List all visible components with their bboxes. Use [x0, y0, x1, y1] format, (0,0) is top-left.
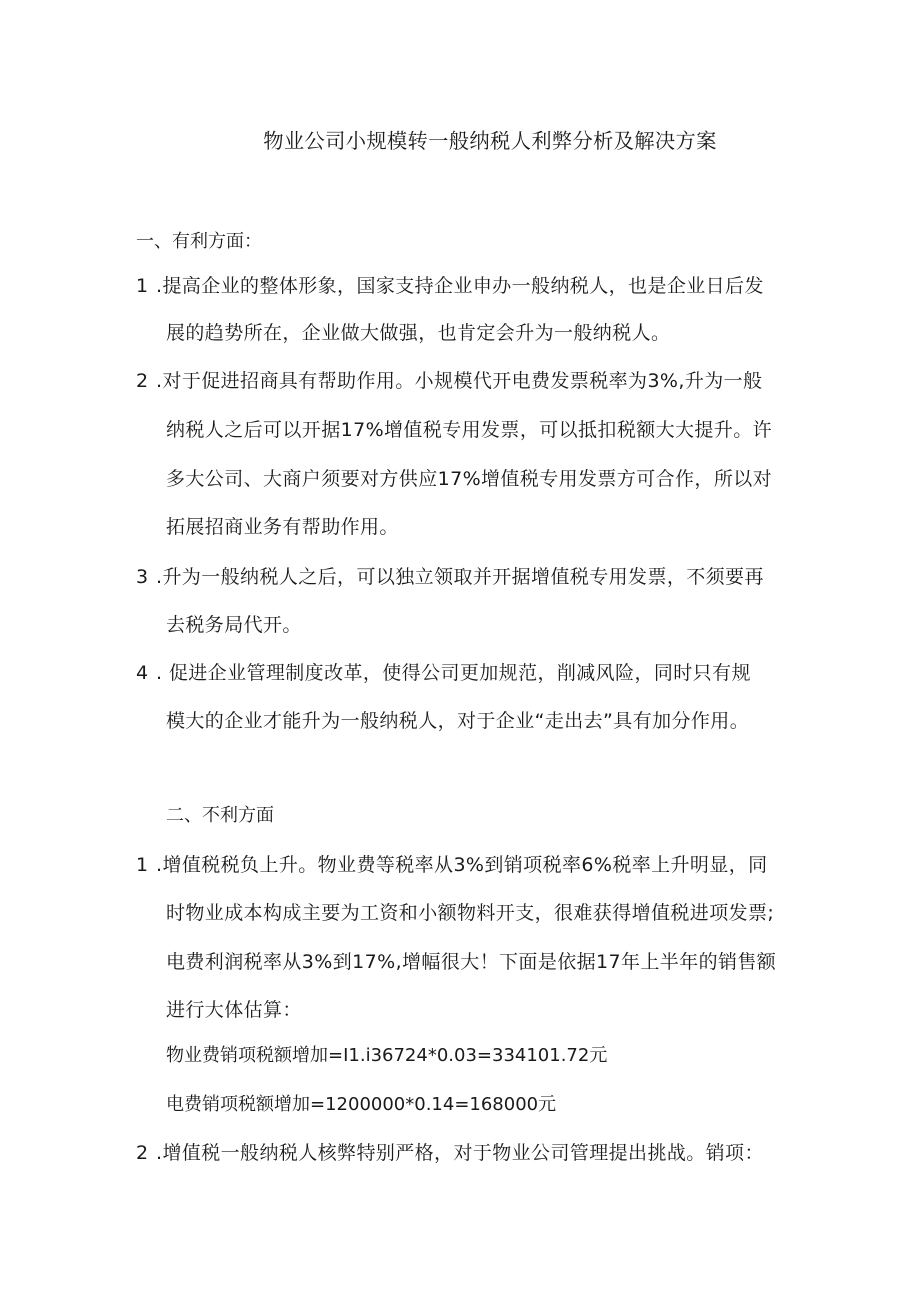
- item-text-line: 去税务局代开。: [166, 614, 302, 636]
- item-number: 2: [136, 370, 149, 392]
- item-text-line: .对于促进招商具有帮助作用。小规模代开电费发票税率为3%,升为一般: [156, 370, 763, 392]
- item-number: 1: [136, 275, 149, 297]
- section-heading-disadvantages: 二、不利方面: [166, 805, 274, 826]
- item-text-line: . 促进企业管理制度改革，使得公司更加规范，削减风险，同时只有规: [156, 662, 751, 684]
- item-text-line: 纳税人之后可以开据17%增值税专用发票，可以抵扣税额大大提升。许: [166, 419, 773, 441]
- section-heading-advantages: 一、有利方面：: [136, 231, 262, 252]
- formula-electricity-fee: 电费销项税额增加=1200000*0.14=168000元: [166, 1094, 557, 1115]
- item-number: 2: [136, 1142, 149, 1164]
- item-text-line: 多大公司、大商户须要对方供应17%增值税专用发票方可合作，所以对: [166, 468, 773, 490]
- item-text-line: 模大的企业才能升为一般纳税人，对于企业“走出去”具有加分作用。: [166, 710, 750, 732]
- item-text-line: 电费利润税率从3%到17%,增幅很大！下面是依据17年上半年的销售额: [166, 951, 777, 973]
- item-text-line: 展的趋势所在，企业做大做强，也肯定会升为一般纳税人。: [166, 322, 671, 344]
- item-number: 4: [136, 662, 149, 684]
- item-text-line: 拓展招商业务有帮助作用。: [166, 516, 399, 538]
- item-text-line: .增值税一般纳税人核弊特别严格，对于物业公司管理提出挑战。销项：: [156, 1142, 764, 1164]
- item-text-line: 进行大体估算：: [166, 999, 302, 1021]
- item-number: 1: [136, 854, 149, 876]
- formula-property-fee: 物业费销项税额增加=I1.i36724*0.03=334101.72元: [166, 1045, 608, 1066]
- item-text-line: .提高企业的整体形象，国家支持企业申办一般纳税人，也是企业日后发: [156, 275, 764, 297]
- document-title: 物业公司小规模转一般纳税人利弊分析及解决方案: [263, 129, 717, 153]
- item-number: 3: [136, 566, 149, 588]
- item-text-line: .升为一般纳税人之后，可以独立领取并开据增值税专用发票，不须要再: [156, 566, 764, 588]
- item-text-line: 时物业成本构成主要为工资和小额物料开支，很难获得增值税进项发票;: [166, 902, 775, 924]
- item-text-line: .增值税税负上升。物业费等税率从3%到销项税率6%税率上升明显，同: [156, 854, 768, 876]
